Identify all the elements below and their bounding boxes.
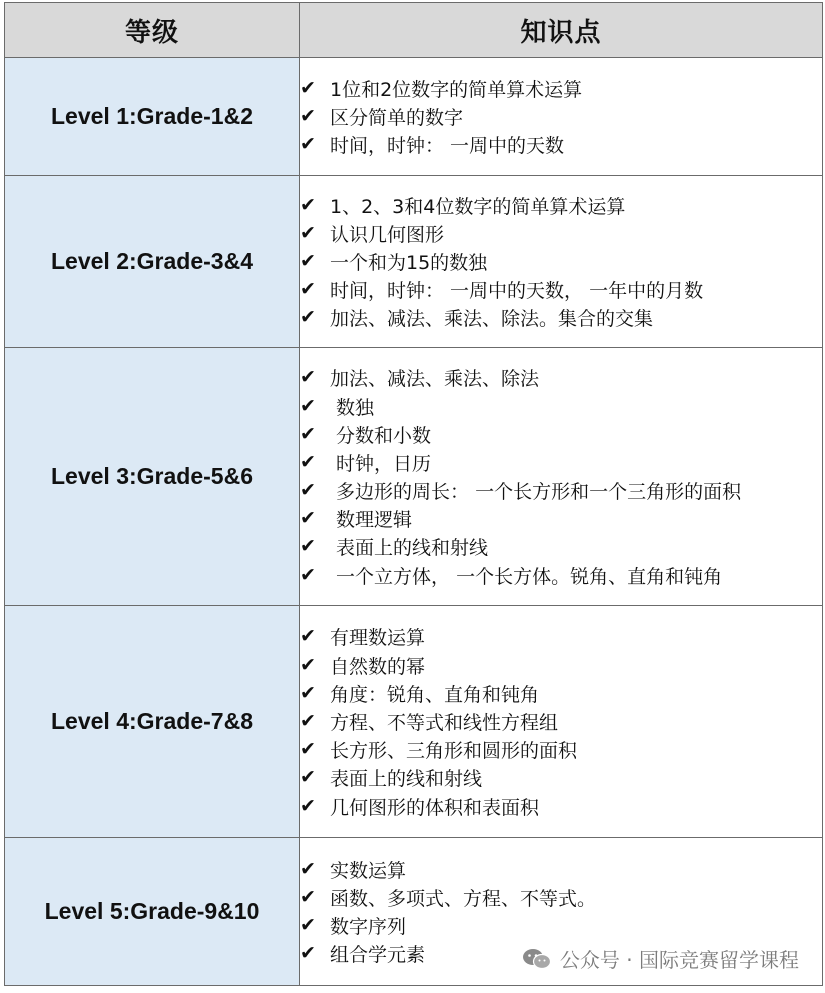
- topic-text: 表面上的线和射线: [330, 768, 483, 791]
- header-topics: 知识点: [300, 3, 823, 58]
- check-icon: ✔: [300, 794, 316, 817]
- topic-text: 数独: [330, 396, 375, 419]
- topic-text: 一个和为15的数独: [330, 252, 488, 274]
- topic-item: [300, 276, 822, 304]
- topic-text: 几何图形的体积和表面积: [330, 796, 540, 819]
- topic-item: [300, 74, 822, 102]
- wechat-icon: [522, 948, 552, 970]
- topic-text: 数理逻辑: [330, 509, 413, 532]
- watermark: [522, 944, 799, 973]
- check-icon: ✔: [300, 914, 316, 937]
- check-icon: ✔: [300, 766, 316, 789]
- topic-text: 分数和小数: [330, 424, 432, 447]
- topic-list: [300, 623, 822, 820]
- topic-text: 认识几何图形: [330, 223, 445, 246]
- topic-item: [300, 392, 822, 420]
- topic-list: [300, 74, 822, 159]
- topic-item: [300, 855, 822, 883]
- topic-item: [300, 651, 822, 679]
- topic-item: [300, 707, 822, 735]
- level-row: [5, 606, 823, 838]
- topic-text: 1位和2位数字的简单算术运算: [330, 78, 583, 101]
- topic-text: 自然数的幂: [330, 655, 426, 678]
- check-icon: ✔: [300, 306, 316, 329]
- check-icon: ✔: [300, 76, 316, 99]
- topic-item: [300, 533, 822, 561]
- topic-text: 加法、减法、乘法、除法。集合的交集: [330, 308, 654, 331]
- topic-item: [300, 304, 822, 332]
- level-row: [5, 348, 823, 606]
- topic-text: 1、2、3和4位数字的简单算术运算: [330, 195, 626, 218]
- topic-item: [300, 191, 822, 219]
- topic-text: 表面上的线和射线: [330, 537, 489, 560]
- check-icon: ✔: [300, 422, 316, 445]
- level-name: Level 4:Grade-7&8: [5, 606, 300, 838]
- level-name: Level 5:Grade-9&10: [5, 838, 300, 986]
- topics-cell: [300, 58, 823, 176]
- check-icon: ✔: [300, 885, 316, 908]
- topic-text: 组合学元素: [330, 944, 426, 967]
- check-icon: ✔: [300, 221, 316, 244]
- check-icon: ✔: [300, 738, 316, 761]
- check-icon: ✔: [300, 710, 316, 732]
- topic-text: 实数运算: [330, 859, 407, 882]
- check-icon: ✔: [300, 366, 316, 389]
- topic-text: 函数、多项式、方程、不等式。: [330, 887, 597, 910]
- topic-item: [300, 420, 822, 448]
- watermark-text: 公众号 · 国际竞赛留学课程: [559, 948, 799, 972]
- topic-text: 方程、不等式和线性方程组: [330, 712, 559, 734]
- topic-item: [300, 477, 822, 505]
- topic-item: [300, 448, 822, 476]
- topic-item: [300, 364, 822, 392]
- header-level: 等级: [5, 3, 300, 58]
- check-icon: ✔: [300, 625, 316, 648]
- topic-text: 一个立方体， 一个长方体。锐角、直角和钝角: [330, 565, 723, 588]
- level-name: Level 1:Grade-1&2: [5, 58, 300, 176]
- check-icon: ✔: [300, 394, 316, 417]
- check-icon: ✔: [300, 507, 316, 530]
- topic-item: [300, 505, 822, 533]
- header-row: [5, 3, 823, 58]
- level-name: Level 3:Grade-5&6: [5, 348, 300, 606]
- level-name: Level 2:Grade-3&4: [5, 176, 300, 348]
- levels-table: [4, 2, 823, 986]
- topics-cell: [300, 176, 823, 348]
- topic-item: [300, 102, 822, 130]
- topic-item: [300, 912, 822, 940]
- topic-item: [300, 883, 822, 911]
- check-icon: ✔: [300, 563, 316, 586]
- check-icon: ✔: [300, 133, 316, 156]
- topic-list: [300, 191, 822, 332]
- topic-item: [300, 247, 822, 275]
- topic-item: [300, 679, 822, 707]
- topic-text: 加法、减法、乘法、除法: [330, 368, 540, 391]
- topic-text: 长方形、三角形和圆形的面积: [330, 740, 578, 763]
- topic-item: [300, 623, 822, 651]
- level-row: [5, 58, 823, 176]
- topic-text: 时间，时钟： 一周中的天数: [330, 135, 565, 158]
- topic-text: 角度：锐角、直角和钝角: [330, 683, 540, 706]
- check-icon: ✔: [300, 479, 316, 502]
- topic-item: [300, 736, 822, 764]
- topic-item: [300, 764, 822, 792]
- check-icon: ✔: [300, 857, 316, 880]
- check-icon: ✔: [300, 653, 316, 676]
- topic-text: 多边形的周长： 一个长方形和一个三角形的面积: [330, 481, 742, 504]
- check-icon: ✔: [300, 450, 316, 473]
- check-icon: ✔: [300, 535, 316, 558]
- topic-item: [300, 792, 822, 820]
- check-icon: ✔: [300, 681, 316, 704]
- topic-item: [300, 131, 822, 159]
- check-icon: ✔: [300, 105, 316, 127]
- topic-text: 数字序列: [330, 916, 407, 939]
- topic-text: 时间，时钟： 一周中的天数， 一年中的月数: [330, 280, 704, 303]
- topic-text: 时钟，日历: [330, 452, 432, 475]
- topics-cell: [300, 606, 823, 838]
- check-icon: ✔: [300, 193, 316, 216]
- topic-item: [300, 219, 822, 247]
- topic-text: 区分简单的数字: [330, 107, 464, 129]
- check-icon: ✔: [300, 250, 316, 272]
- check-icon: ✔: [300, 278, 316, 301]
- topics-cell: [300, 348, 823, 606]
- level-row: [5, 176, 823, 348]
- topic-list: [300, 364, 822, 590]
- check-icon: ✔: [300, 942, 316, 965]
- topic-item: [300, 561, 822, 589]
- topic-text: 有理数运算: [330, 627, 426, 650]
